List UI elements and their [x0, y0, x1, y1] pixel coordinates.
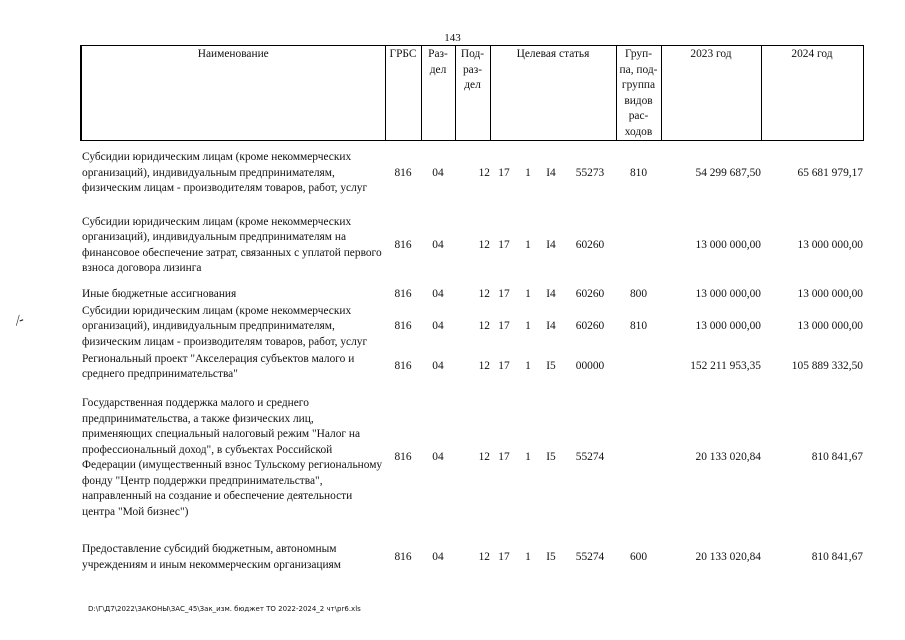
- row-group: 810: [629, 320, 648, 332]
- row-podrazdel: 12: [478, 550, 490, 563]
- table-row: [81, 304, 863, 351]
- table-row: [81, 384, 863, 520]
- row-razdel: 04: [432, 287, 444, 300]
- row-target-subprogram: 1: [525, 166, 531, 179]
- table-row: [81, 206, 863, 286]
- row-amount-2024: 810 841,67: [811, 451, 863, 464]
- row-grbs: 816: [394, 451, 412, 464]
- row-target-project: I5: [546, 451, 556, 464]
- header-2023: 2023 год: [661, 46, 761, 141]
- row-target-project: I4: [546, 166, 556, 179]
- row-amount-2023: 13 000 000,00: [695, 287, 761, 300]
- row-target-direction: 60260: [575, 238, 605, 251]
- margin-mark: ⁄-: [14, 312, 27, 329]
- row-amount-2024: 13 000 000,00: [797, 320, 863, 332]
- row-target-program: 17: [498, 166, 510, 179]
- row-podrazdel: 12: [478, 166, 490, 179]
- row-grbs: 816: [394, 166, 412, 179]
- header-podrazdel: Под-раз-дел: [455, 46, 490, 141]
- row-target-project: I4: [546, 238, 556, 251]
- row-target-program: 17: [498, 287, 510, 300]
- row-podrazdel: 12: [478, 287, 490, 300]
- header-name: Наименование: [81, 46, 385, 141]
- header-group: Груп-па, под-группа видов рас-ходов: [616, 46, 661, 141]
- row-amount-2024: 105 889 332,50: [791, 360, 863, 373]
- row-amount-2023: 13 000 000,00: [695, 238, 761, 251]
- row-razdel: 04: [432, 360, 444, 373]
- row-target-subprogram: 1: [525, 360, 531, 373]
- row-target-direction: 55274: [575, 451, 605, 464]
- row-razdel: 04: [432, 550, 444, 563]
- row-amount-2023: 13 000 000,00: [695, 320, 761, 332]
- row-target-program: 17: [498, 360, 510, 373]
- row-grbs: 816: [394, 360, 412, 373]
- row-amount-2024: 810 841,67: [811, 550, 863, 563]
- header-row: [81, 46, 863, 141]
- row-target-direction: 55273: [575, 166, 605, 179]
- row-amount-2023: 20 133 020,84: [695, 451, 761, 464]
- row-razdel: 04: [432, 166, 444, 179]
- row-group: [616, 350, 661, 384]
- row-target-project: I5: [546, 550, 556, 563]
- header-2024: 2024 год: [761, 46, 863, 141]
- file-path-footer: D:\Г\Д7\2022\ЗАКОНЫ\ЗАС_45\Зак_изм. бюджет ТО 2022-2024_2 чт\pr6.xls: [88, 605, 361, 613]
- row-group: [616, 384, 661, 520]
- row-amount-2023: 152 211 953,35: [690, 360, 761, 373]
- table-row: [81, 520, 863, 573]
- row-podrazdel: 12: [478, 238, 490, 251]
- row-target-program: 17: [498, 550, 510, 563]
- table-row: [81, 286, 863, 304]
- row-amount-2023: 20 133 020,84: [695, 550, 761, 563]
- row-name: Иные бюджетные ассигнования: [82, 287, 237, 300]
- row-amount-2023: 54 299 687,50: [695, 166, 761, 179]
- row-name: Субсидии юридическим лицам (кроме некоммерческих организаций), индивидуальным предпринимателям, физическим лицам - производителям товаров, работ, услуг: [82, 304, 368, 348]
- row-target-project: I5: [546, 360, 556, 373]
- header-grbs: ГРБС: [385, 46, 421, 141]
- row-target-direction: 60260: [575, 320, 605, 332]
- page-number: 143: [444, 32, 461, 44]
- row-target-direction: 60260: [575, 287, 605, 300]
- row-grbs: 816: [394, 238, 412, 251]
- row-target-program: 17: [498, 451, 510, 464]
- row-amount-2024: 65 681 979,17: [797, 166, 863, 179]
- row-target-subprogram: 1: [525, 550, 531, 563]
- row-name: Предоставление субсидий бюджетным, автономным учреждениям и иным некоммерческим организациям: [82, 543, 342, 571]
- row-razdel: 04: [432, 320, 444, 332]
- row-grbs: 816: [394, 320, 412, 332]
- row-target-subprogram: 1: [525, 238, 531, 251]
- row-group: 800: [629, 287, 648, 300]
- table-row: [81, 141, 863, 206]
- row-amount-2024: 13 000 000,00: [797, 287, 863, 300]
- row-target-program: 17: [498, 320, 510, 332]
- row-target-direction: 55274: [575, 550, 605, 563]
- row-target-project: I4: [546, 320, 556, 332]
- row-target-subprogram: 1: [525, 287, 531, 300]
- row-razdel: 04: [432, 451, 444, 464]
- row-group: 810: [629, 166, 648, 179]
- row-name: Государственная поддержка малого и среднего предпринимательства, а также физических лиц, применяющих специальный налоговый режим "Налог на профессиональный доход", в субъектах Российской Федерации (имущественный взнос Тульскому региональному фонду "Центр поддержки предпринимательства", направленный на создание и обеспечение деятельности центра "Мой бизнес"): [82, 397, 383, 518]
- row-grbs: 816: [394, 550, 412, 563]
- row-target-subprogram: 1: [525, 320, 531, 332]
- row-podrazdel: 12: [478, 360, 490, 373]
- row-target-direction: 00000: [575, 360, 605, 373]
- row-target-project: I4: [546, 287, 556, 300]
- row-name: Субсидии юридическим лицам (кроме некоммерческих организаций), индивидуальным предпринимателям, физическим лицам - производителям товаров, работ, услуг: [82, 151, 368, 194]
- row-grbs: 816: [394, 287, 412, 300]
- row-group: 600: [629, 550, 648, 563]
- row-target-program: 17: [498, 238, 510, 251]
- row-name: Региональный проект "Акселерация субъектов малого и среднего предпринимательства": [82, 352, 355, 380]
- row-podrazdel: 12: [478, 320, 490, 332]
- row-podrazdel: 12: [478, 451, 490, 464]
- header-target: Целевая статья: [490, 46, 616, 141]
- row-razdel: 04: [432, 238, 444, 251]
- header-razdel: Раз-дел: [421, 46, 455, 141]
- budget-table: [80, 45, 864, 573]
- table-row: [81, 350, 863, 384]
- row-amount-2024: 13 000 000,00: [797, 238, 863, 251]
- row-name: Субсидии юридическим лицам (кроме некоммерческих организаций), индивидуальным предпринимателям на финансовое обеспечение затрат, связанных с уплатой первого взноса договора лизинга: [82, 215, 382, 274]
- row-group: [616, 206, 661, 286]
- row-target-subprogram: 1: [525, 451, 531, 464]
